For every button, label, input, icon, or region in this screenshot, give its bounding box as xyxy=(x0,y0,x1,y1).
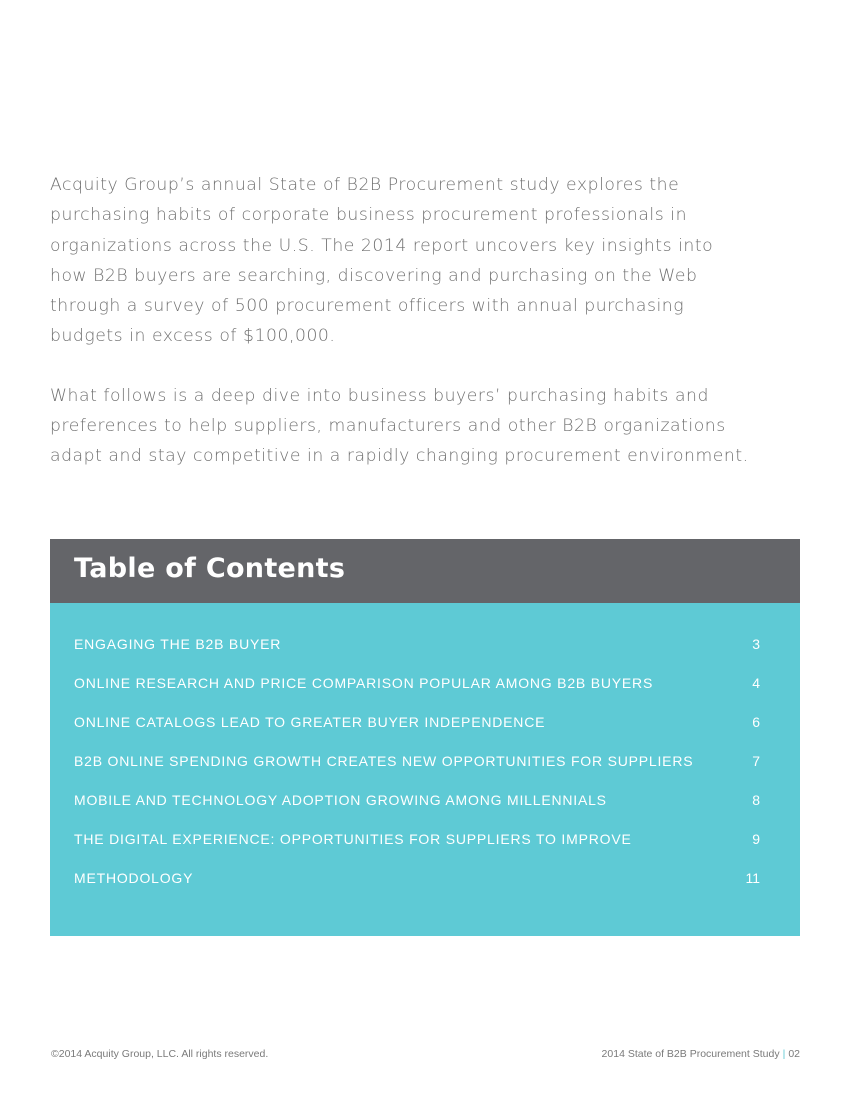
intro-section xyxy=(50,170,750,501)
toc-entry-page: 8 xyxy=(752,792,760,808)
toc-entry-page: 9 xyxy=(752,831,760,847)
toc-entry-methodology[interactable] xyxy=(74,865,760,904)
intro-paragraph: Acquity Group’s annual State of B2B Procurement study explores the purchasing habits of corporate business procurement professionals in organizations across the U.S. The 2014 report uncovers key insights into how B2B buyers are searching, discovering and purchasing on the Web through a survey of 500 procurement officers with annual purchasing budgets in excess of $100,000. xyxy=(50,175,714,347)
toc-entry-page: 11 xyxy=(745,870,760,886)
toc-header xyxy=(50,539,800,603)
footer-page-number: 02 xyxy=(788,1048,800,1060)
toc-list xyxy=(74,631,760,904)
toc-entry-online-research[interactable] xyxy=(74,670,760,709)
toc-entry-online-catalogs[interactable] xyxy=(74,709,760,748)
toc-entry-engaging-buyer[interactable] xyxy=(74,631,760,670)
toc-entry-label: MOBILE AND TECHNOLOGY ADOPTION GROWING AMONG MILLENNIALS xyxy=(74,792,607,808)
toc-entry-label: ONLINE CATALOGS LEAD TO GREATER BUYER INDEPENDENCE xyxy=(74,714,546,730)
toc-entry-digital-experience[interactable] xyxy=(74,826,760,865)
toc-entry-page: 4 xyxy=(752,675,760,691)
footer-separator: | xyxy=(782,1048,786,1060)
toc-entry-label: B2B ONLINE SPENDING GROWTH CREATES NEW OPPORTUNITIES FOR SUPPLIERS xyxy=(74,753,694,769)
toc-entry-page: 7 xyxy=(752,753,760,769)
toc-entry-label: ENGAGING THE B2B BUYER xyxy=(74,636,282,652)
toc-entry-label: ONLINE RESEARCH AND PRICE COMPARISON POPULAR AMONG B2B BUYERS xyxy=(74,675,654,691)
toc-entry-page: 3 xyxy=(752,636,760,652)
toc-entry-mobile-adoption[interactable] xyxy=(74,787,760,826)
toc-entry-spending-growth[interactable] xyxy=(74,748,760,787)
footer-study-info xyxy=(602,1048,800,1060)
toc-entry-label: METHODOLOGY xyxy=(74,870,194,886)
intro-paragraph: What follows is a deep dive into business buyers’ purchasing habits and preferences to help suppliers, manufacturers and other B2B organizations adapt and stay competitive in a rapidly changing procurement environment. xyxy=(50,385,749,467)
table-of-contents xyxy=(50,539,800,936)
footer-study-title: 2014 State of B2B Procurement Study xyxy=(601,1048,780,1060)
toc-entry-page: 6 xyxy=(752,714,760,730)
toc-title: Table of Contents xyxy=(74,553,346,584)
footer-copyright: ©2014 Acquity Group, LLC. All rights reserved. xyxy=(51,1048,269,1060)
toc-entry-label: THE DIGITAL EXPERIENCE: OPPORTUNITIES FOR SUPPLIERS TO IMPROVE xyxy=(74,831,632,847)
